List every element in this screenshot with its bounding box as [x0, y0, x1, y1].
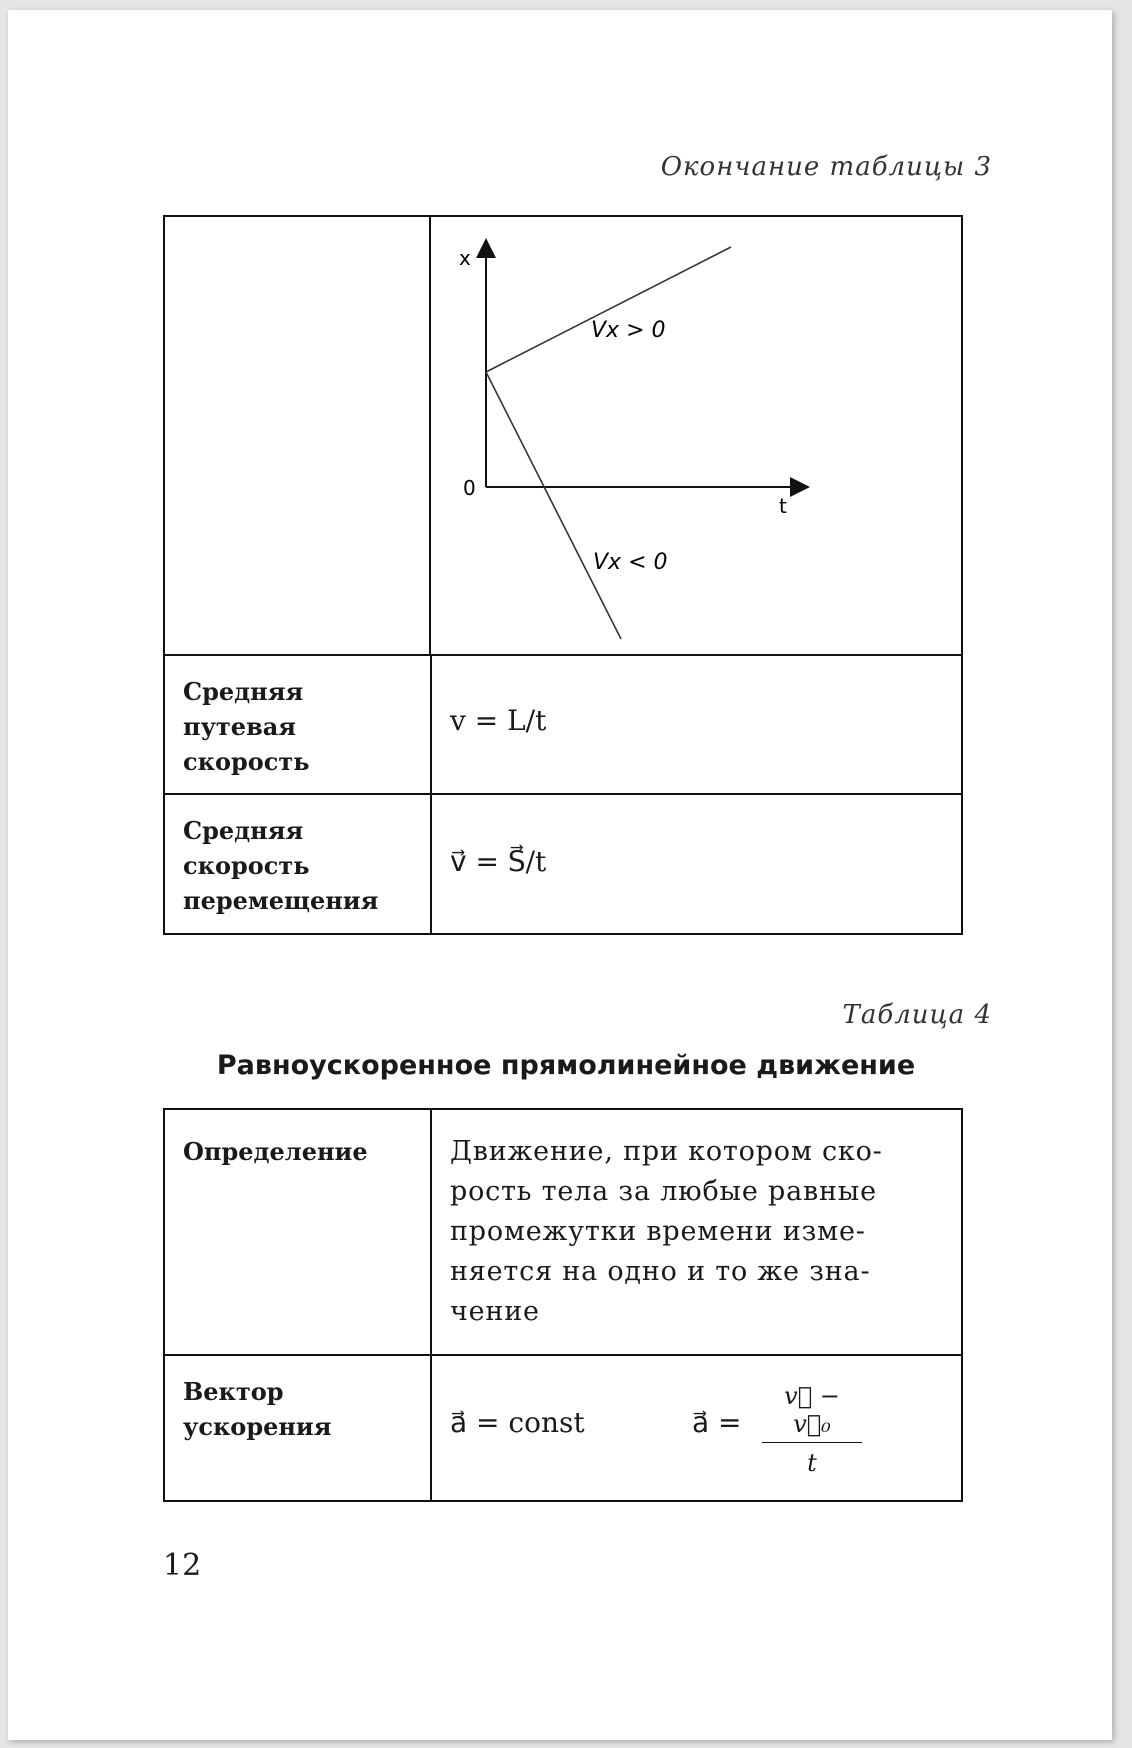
x-axis-label: t	[779, 494, 787, 518]
acceleration-lhs: a⃗ =	[692, 1406, 742, 1439]
negative-velocity-label: Vx < 0	[593, 550, 668, 575]
empty-cell	[165, 217, 431, 654]
displacement-speed-formula: v⃗ = S⃗/t	[450, 845, 547, 878]
formula-cell	[432, 656, 961, 793]
acceleration-const-formula: a⃗ = const	[450, 1406, 585, 1439]
table3-row-displacement-speed	[165, 793, 961, 933]
x-t-graph	[431, 217, 961, 652]
formula-cell	[432, 795, 961, 933]
origin-label: 0	[463, 476, 476, 500]
line-negative-velocity	[486, 372, 621, 639]
table3	[163, 215, 963, 935]
row-label: Вектор ускорения	[165, 1356, 432, 1500]
line-positive-velocity	[486, 247, 731, 372]
definition-text: Движение, при котором ско- рость тела за любые равные промежутки времени изме- няется на одно и то же зна- чение	[450, 1136, 883, 1327]
table3-caption: Окончание таблицы 3	[660, 152, 992, 182]
y-axis-label: x	[459, 246, 471, 270]
graph-cell	[431, 217, 961, 654]
formula-cell	[432, 1356, 961, 1500]
table3-row-path-speed	[165, 654, 961, 793]
acceleration-fraction	[762, 1382, 862, 1477]
fraction-numerator: v⃗ − v⃗₀	[784, 1382, 840, 1438]
positive-velocity-label: Vx > 0	[591, 318, 666, 343]
table3-graph-row	[165, 217, 961, 654]
table4-row-definition	[165, 1110, 961, 1354]
row-label: Средняя скорость перемещения	[165, 795, 432, 933]
row-label: Определение	[165, 1110, 432, 1354]
page-number: 12	[163, 1548, 202, 1583]
table4-caption: Таблица 4	[842, 1000, 992, 1030]
table4	[163, 1108, 963, 1502]
table4-title: Равноускоренное прямолинейное движение	[216, 1050, 916, 1081]
table4-row-acceleration	[165, 1354, 961, 1500]
fraction-denominator: t	[807, 1449, 817, 1477]
row-label: Средняя путевая скорость	[165, 656, 432, 793]
path-speed-formula: v = L/t	[450, 704, 547, 737]
